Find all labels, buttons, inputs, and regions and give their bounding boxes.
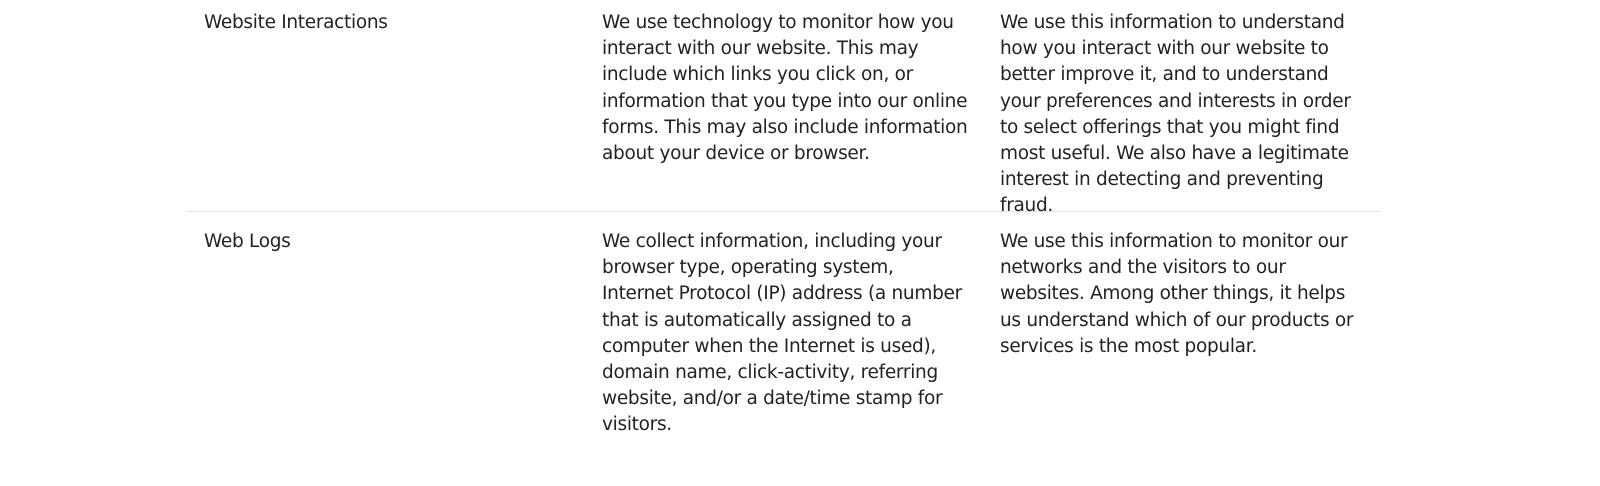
category-cell: Website Interactions <box>204 12 388 33</box>
table-row <box>187 0 1380 217</box>
privacy-data-table <box>187 0 1380 482</box>
collected-info-cell: We use technology to monitor how you interact with our website. This may include which links you click on, or information that you type into our online forms. This may also include information about your device or browser. <box>602 12 968 165</box>
purpose-cell: We use this information to understand how you interact with our website to better improve it, and to understand your preferences and interests in order to select offerings that you might find most useful. We also have a legitimate interest in detecting and preventing fraud. <box>1000 12 1351 217</box>
collected-info-cell: We collect information, including your browser type, operating system, Internet Protocol (IP) address (a number that is automatically assigned to a computer when the Internet is used), domain name, click-activity, referring website, and/or a date/time stamp for visitors. <box>602 231 962 436</box>
purpose-cell: We use this information to monitor our networks and the visitors to our websites. Among other things, it helps us understand which of our products or services is the most popular. <box>1000 231 1354 357</box>
table-row <box>187 212 1380 482</box>
category-cell: Web Logs <box>204 231 291 252</box>
